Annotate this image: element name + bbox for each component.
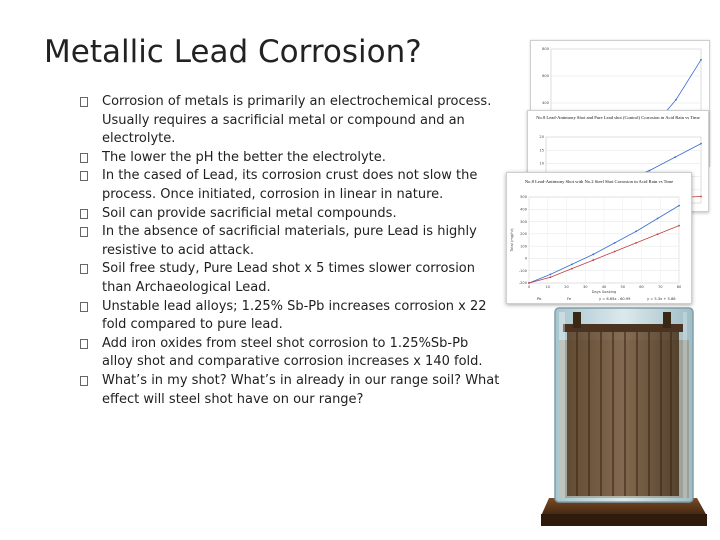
square-bullet-icon (80, 97, 88, 107)
y-tick-label: 15 (539, 148, 544, 153)
bullet-text: Soil can provide sacrificial metal compounds. (102, 205, 397, 221)
bullet-item (80, 223, 500, 260)
bullet-item (80, 335, 500, 372)
bullet-item (80, 372, 500, 409)
chart-front-title: No.8 Lead-Antimony Shot with No.2 Steel Shot Corrosion in Acid Rain vs Time (524, 179, 674, 184)
bullet-text: In the absence of sacrificial materials, pure Lead is highly resistive to acid attack. (102, 224, 477, 258)
data-point (700, 196, 702, 198)
data-point (678, 225, 680, 227)
bullet-list (80, 93, 500, 409)
x-tick-label: 10 (545, 285, 551, 289)
y-axis-label: Total (mg/hr) (510, 228, 514, 252)
bullet-text: The lower the pH the better the electrolyte. (102, 149, 386, 165)
data-point (700, 143, 702, 145)
y-tick-label: -200 (518, 281, 527, 286)
square-bullet-icon (80, 171, 88, 181)
legend-entry: Pb (537, 297, 542, 301)
x-tick-label: 70 (657, 285, 663, 289)
legend-entry: y = 5.3x + 5.86 (647, 297, 676, 301)
corrosion-tank-photo-icon (537, 302, 709, 530)
square-bullet-icon (80, 264, 88, 274)
chart-middle-title: No.8 Lead-Antimony Shot and Pure Lead shot (Control) Corrosion in Acid Rain vs Time (536, 115, 700, 120)
data-point (592, 253, 594, 255)
y-tick-label: -100 (518, 268, 527, 273)
bullet-item (80, 149, 500, 168)
y-tick-label: 400 (520, 207, 527, 212)
data-point (674, 156, 676, 158)
data-point (614, 251, 616, 253)
data-point (571, 263, 573, 265)
x-tick-label: 80 (676, 285, 682, 289)
legend-entry: y = 6.65x - 60.99 (599, 297, 631, 301)
bullet-text: In the cased of Lead, its corrosion crust does not slow the process. Once initiated, corrosion in linear in nature. (102, 168, 478, 202)
square-bullet-icon (80, 376, 88, 386)
x-tick-label: 50 (620, 285, 626, 289)
y-tick-label: 800 (542, 47, 549, 52)
bullet-item (80, 167, 500, 204)
square-bullet-icon (80, 339, 88, 349)
bullet-text: Unstable lead alloys; 1.25% Sb-Pb increases corrosion x 22 fold compared to pure lead. (102, 298, 487, 333)
data-point (675, 99, 677, 101)
bullet-item (80, 260, 500, 297)
square-bullet-icon (80, 302, 88, 312)
data-point (635, 231, 637, 233)
x-axis-label: Days Soaking (591, 290, 617, 294)
square-bullet-icon (80, 227, 88, 237)
data-point (700, 59, 702, 61)
slide-title: Metallic Lead Corrosion? (44, 34, 422, 70)
y-tick-label: 100 (520, 244, 527, 249)
bullet-text: Add iron oxides from steel shot corrosion to 1.25%Sb-Pb alloy shot and comparative corrosion increases x 140 fold. (102, 335, 483, 370)
x-tick-label: 20 (564, 285, 569, 289)
y-tick-label: 600 (542, 74, 549, 79)
bullet-item (80, 205, 500, 224)
chart-front (506, 172, 692, 304)
data-point (678, 205, 680, 207)
x-tick-label: 0 (527, 285, 531, 289)
x-tick-label: 30 (582, 285, 588, 289)
bullet-text: What’s in my shot? What’s in already in our range soil? What effect will steel shot have on our range? (102, 372, 500, 407)
data-point (635, 242, 637, 244)
y-tick-label: 300 (520, 219, 527, 224)
bullet-text: Corrosion of metals is primarily an electrochemical process. Usually requires a sacrificial metal or compound and an electrolyte. (102, 94, 492, 147)
data-point (614, 242, 616, 244)
data-point (657, 218, 659, 220)
y-tick-label: 500 (520, 195, 527, 200)
x-tick-label: 40 (601, 285, 607, 289)
square-bullet-icon (80, 153, 88, 163)
bullet-text: Soil free study, Pure Lead shot x 5 times slower corrosion than Archaeological Lead. (102, 261, 476, 295)
y-tick-label: 200 (520, 232, 527, 237)
bullet-item (80, 93, 500, 149)
x-tick-label: 60 (639, 285, 644, 289)
data-point (571, 268, 573, 270)
legend-entry: Fe (567, 297, 572, 301)
y-tick-label: 400 (542, 101, 549, 106)
data-point (592, 259, 594, 261)
square-bullet-icon (80, 209, 88, 219)
data-point (550, 274, 552, 276)
y-tick-label: 10 (539, 161, 544, 166)
bullet-item (80, 298, 500, 335)
data-point (657, 233, 659, 235)
data-point (550, 276, 552, 278)
y-tick-label: 0 (524, 256, 527, 261)
y-tick-label: 20 (539, 135, 544, 140)
data-point (528, 282, 530, 284)
chart-front-plot (507, 173, 691, 303)
